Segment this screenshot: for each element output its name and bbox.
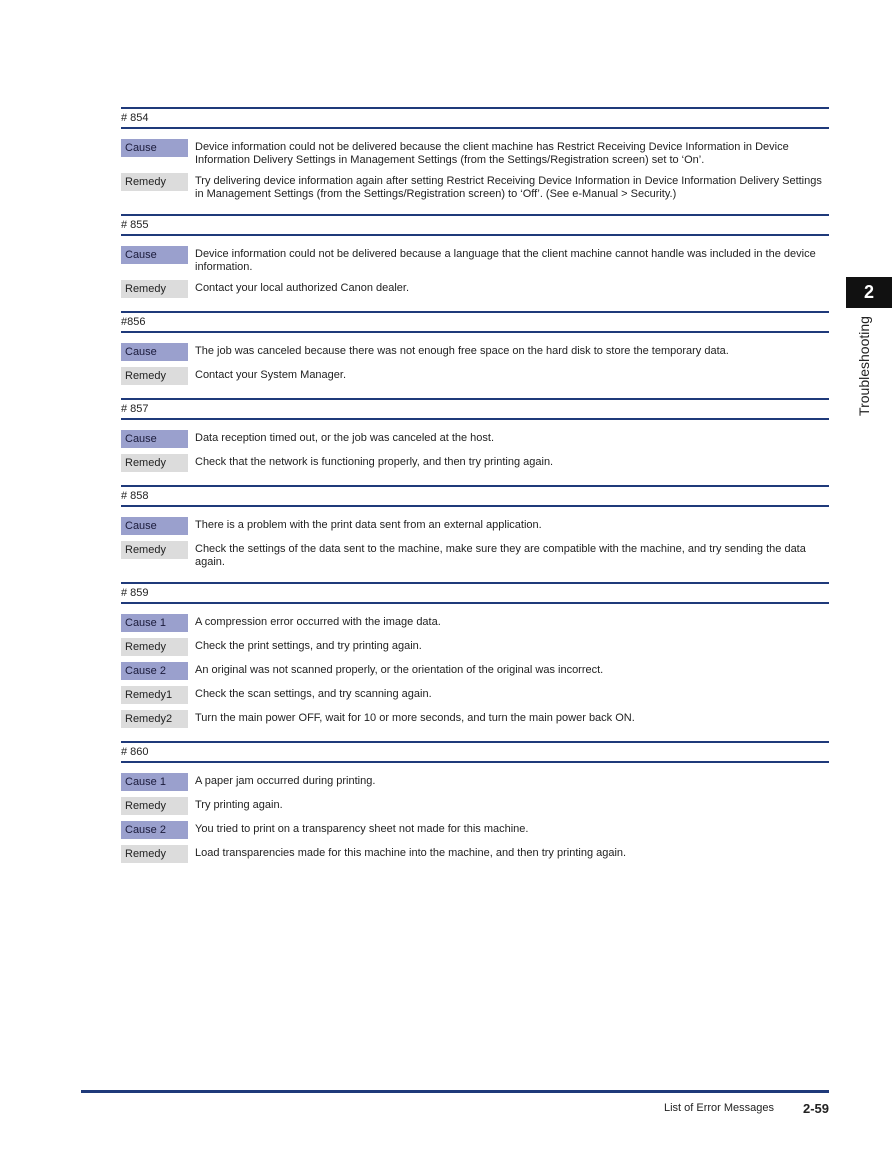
cause-row [121,139,829,167]
remedy-row [121,686,829,704]
cause-label: Cause [121,517,188,535]
cause-label: Cause 2 [121,662,188,680]
cause-row [121,773,829,791]
cause-label: Cause 1 [121,614,188,632]
error-section [121,107,829,201]
remedy-text: Contact your System Manager. [195,369,347,381]
remedy-text: Load transparencies made for this machine into the machine, and then try printing again. [195,847,627,859]
remedy-label: Remedy2 [121,710,188,728]
error-list [121,107,829,876]
cause-row [121,614,829,632]
cause-row [121,430,829,448]
cause-text: You tried to print on a transparency sheet not made for this machine. [195,823,529,835]
cause-label: Cause 1 [121,773,188,791]
error-code-heading: # 855 [121,214,829,236]
cause-row [121,246,829,274]
cause-text: There is a problem with the print data sent from an external application. [195,519,542,531]
cause-row [121,662,829,680]
remedy-row [121,454,829,472]
error-section [121,485,829,569]
cause-label: Cause [121,343,188,361]
remedy-text: Turn the main power OFF, wait for 10 or more seconds, and turn the main power back ON. [195,712,635,724]
error-section [121,214,829,298]
remedy-label: Remedy [121,280,188,298]
error-code-heading: # 860 [121,741,829,763]
remedy-text: Check that the network is functioning properly, and then try printing again. [195,456,554,468]
cause-label: Cause [121,430,188,448]
remedy-label: Remedy [121,454,188,472]
error-code-heading: # 859 [121,582,829,604]
cause-row [121,517,829,535]
cause-row [121,821,829,839]
remedy-row [121,280,829,298]
remedy-text: Check the settings of the data sent to the machine, make sure they are compatible with the machine, and try sending the data again. [195,543,806,568]
cause-text: Data reception timed out, or the job was canceled at the host. [195,432,495,444]
remedy-text: Contact your local authorized Canon dealer. [195,282,410,294]
cause-text: The job was canceled because there was not enough free space on the hard disk to store the temporary data. [195,345,729,357]
remedy-row [121,541,829,569]
chapter-tab: 2 [846,277,892,308]
error-section [121,582,829,728]
remedy-text: Try delivering device information again after setting Restrict Receiving Device Information in Device Information Delivery Settings in Management Settings (from the Settings/Registration screen) to ‘Off’. (See e-Manual > Security.) [195,175,822,200]
cause-text: A compression error occurred with the image data. [195,616,441,628]
remedy-label: Remedy1 [121,686,188,704]
remedy-row [121,710,829,728]
remedy-text: Check the print settings, and try printing again. [195,640,422,652]
remedy-row [121,638,829,656]
cause-text: An original was not scanned properly, or the orientation of the original was incorrect. [195,664,604,676]
remedy-row [121,367,829,385]
remedy-label: Remedy [121,173,188,191]
remedy-row [121,797,829,815]
remedy-text: Check the scan settings, and try scanning again. [195,688,432,700]
remedy-label: Remedy [121,638,188,656]
error-code-heading: # 857 [121,398,829,420]
remedy-row [121,173,829,201]
cause-label: Cause [121,246,188,264]
remedy-text: Try printing again. [195,799,283,811]
error-code-heading: # 854 [121,107,829,129]
cause-label: Cause 2 [121,821,188,839]
chapter-label: Troubleshooting [856,316,872,416]
cause-text: A paper jam occurred during printing. [195,775,376,787]
error-code-heading: # 858 [121,485,829,507]
remedy-label: Remedy [121,367,188,385]
error-section [121,398,829,472]
cause-text: Device information could not be delivered because the client machine has Restrict Receiving Device Information in Device Information Delivery Settings in Management Settings (from the Settings/Registration screen) set to ‘On’. [195,141,789,166]
remedy-label: Remedy [121,797,188,815]
error-code-heading: #856 [121,311,829,333]
cause-label: Cause [121,139,188,157]
error-section [121,311,829,385]
remedy-label: Remedy [121,845,188,863]
page-number: 2-59 [802,1101,829,1116]
remedy-row [121,845,829,863]
footer-divider [81,1090,829,1093]
footer-title: List of Error Messages [663,1102,774,1114]
cause-row [121,343,829,361]
cause-text: Device information could not be delivered because a language that the client machine cannot handle was included in the device information. [195,248,816,273]
remedy-label: Remedy [121,541,188,559]
error-section [121,741,829,863]
